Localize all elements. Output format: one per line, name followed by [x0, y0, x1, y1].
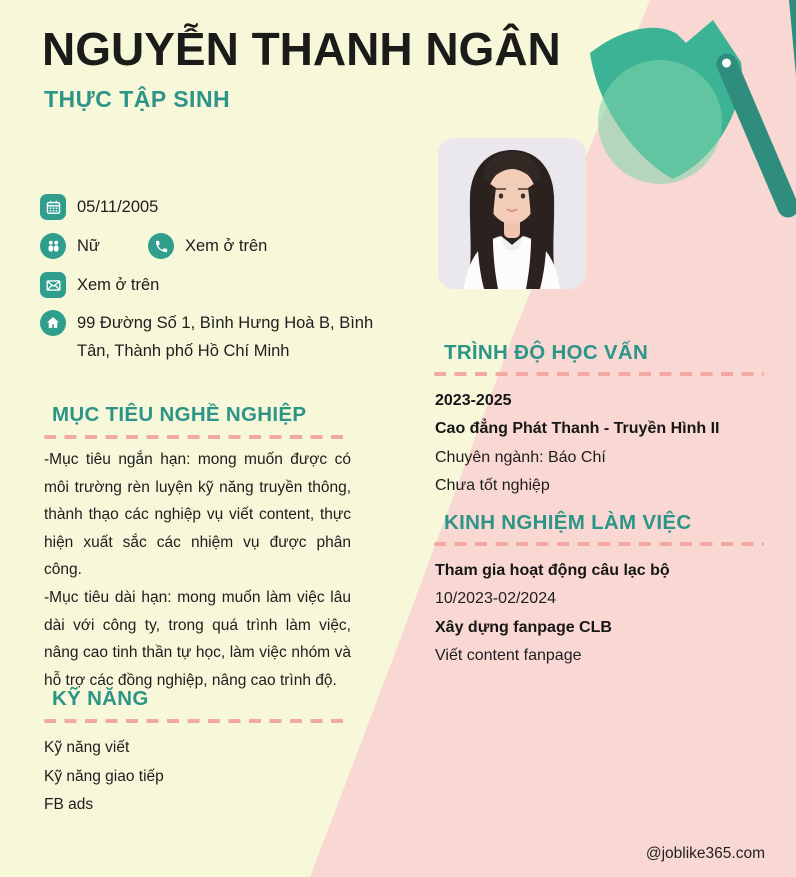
- calendar-icon: [40, 194, 66, 220]
- skills-list: [44, 734, 164, 820]
- education-entry: [435, 387, 719, 500]
- job-title: THỰC TẬP SINH: [44, 86, 231, 112]
- objective-paragraph-short-term: -Mục tiêu ngắn hạn: mong muốn được có môi trường rèn luyện kỹ năng truyền thông, thành thạo các nghiệp vụ viết content, thực hiện xuất sắc các nhiệm vụ được phân công.: [44, 451, 351, 579]
- education-major: Chuyên ngành: Báo Chí: [435, 448, 606, 466]
- email-icon: [40, 272, 66, 298]
- experience-heading: KINH NGHIỆM LÀM VIỆC: [444, 511, 692, 534]
- objective-body: [44, 446, 351, 694]
- skills-dashed-divider: [44, 719, 346, 723]
- education-dashed-divider: [434, 372, 764, 376]
- address-value: 99 Đường Số 1, Bình Hưng Hoà B, Bình Tân, Thành phố Hồ Chí Minh: [77, 314, 374, 360]
- dob-value: 05/11/2005: [77, 198, 159, 216]
- education-school: Cao đẳng Phát Thanh - Truyền Hình II: [435, 420, 720, 438]
- leaf-stem: [727, 64, 788, 207]
- skill-item: Kỹ năng giao tiếp: [44, 767, 164, 785]
- objective-dashed-divider: [44, 435, 346, 439]
- home-icon: [40, 310, 66, 336]
- experience-role: Xây dựng fanpage CLB: [435, 618, 612, 636]
- gender-value: Nữ: [77, 237, 100, 255]
- objective-paragraph-long-term: -Mục tiêu dài hạn: mong muốn làm việc lâu dài với công ty, trong quá trình làm việc, nâng cao tinh thần tự học, làm việc nhóm và hỗ trợ các đồng nghiệp, nâng cao trình độ.: [44, 588, 351, 689]
- education-status: Chưa tốt nghiệp: [435, 476, 550, 494]
- contact-row-email: [40, 272, 159, 298]
- candidate-name: NGUYỄN THANH NGÂN: [42, 23, 561, 75]
- education-heading: TRÌNH ĐỘ HỌC VẤN: [444, 341, 649, 364]
- skill-item: FB ads: [44, 796, 94, 813]
- experience-detail: Viết content fanpage: [435, 646, 582, 664]
- phone-value: Xem ở trên: [185, 237, 268, 255]
- leaf-decoration: [560, 0, 796, 230]
- leaf-light-circle: [598, 60, 722, 184]
- corner-stem-sliver: [789, 0, 796, 76]
- contact-row-phone: [148, 233, 267, 259]
- contact-row-dob: [40, 194, 158, 220]
- phone-icon: [148, 233, 174, 259]
- portrait-photo: [438, 138, 586, 289]
- watermark: @joblike365.com: [645, 845, 765, 862]
- email-value: Xem ở trên: [77, 276, 160, 294]
- objective-heading: MỤC TIÊU NGHỀ NGHIỆP: [52, 403, 307, 426]
- experience-period: 10/2023-02/2024: [435, 590, 556, 608]
- experience-entry: [435, 557, 670, 670]
- contact-row-address: [40, 310, 377, 365]
- gender-icon: [40, 233, 66, 259]
- experience-dashed-divider: [434, 542, 764, 546]
- stem-pivot-dot: [722, 59, 731, 68]
- education-period: 2023-2025: [435, 392, 512, 409]
- contact-row-gender: [40, 233, 100, 259]
- skills-heading: KỸ NĂNG: [52, 687, 149, 710]
- experience-title: Tham gia hoạt động câu lạc bộ: [435, 562, 670, 579]
- skill-item: Kỹ năng viết: [44, 739, 130, 756]
